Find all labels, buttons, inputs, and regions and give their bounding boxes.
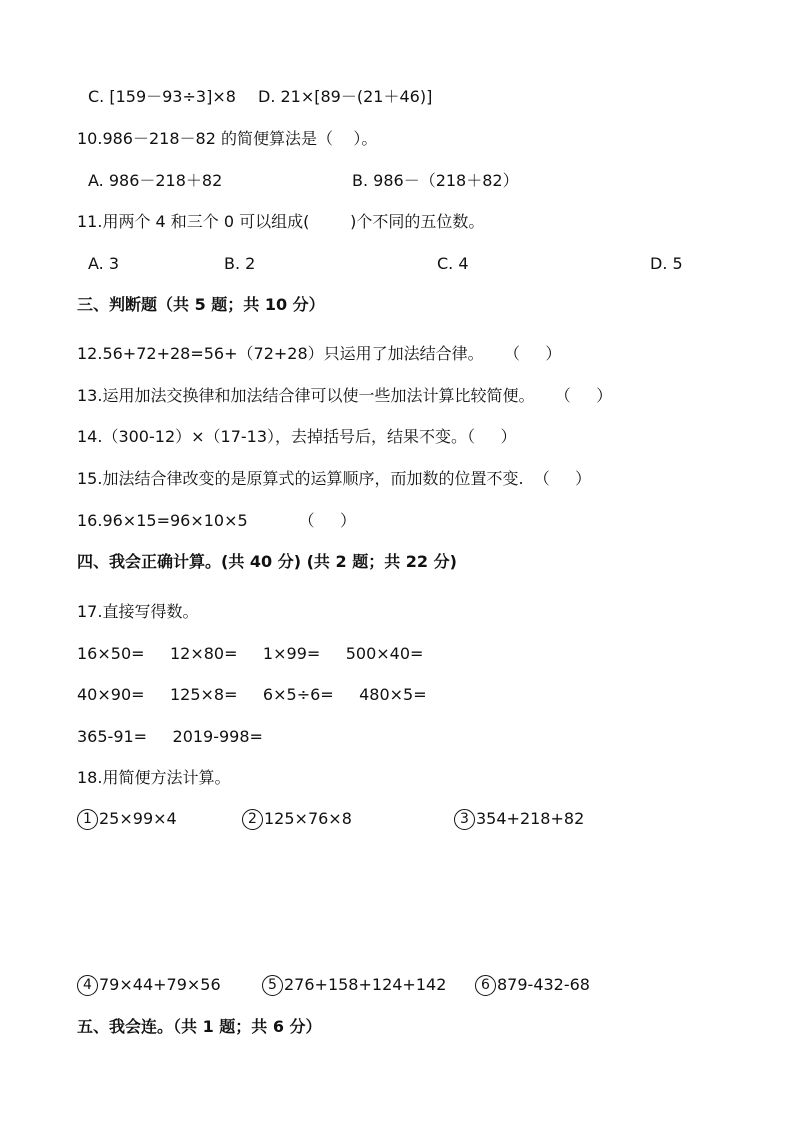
q18-item-2-expr: 125×76×8 bbox=[264, 809, 352, 828]
q11-option-a: A. 3 bbox=[88, 254, 120, 273]
q14: 14.（300-12）×（17-13），去掉括号后，结果不变。（ ） bbox=[77, 427, 517, 446]
section4-heading: 四、我会正确计算。(共 40 分) (共 2 题；共 22 分) bbox=[77, 552, 457, 571]
q18-item-5-expr: 276+158+124+142 bbox=[284, 975, 447, 994]
section5-heading: 五、我会连。（共 1 题；共 6 分） bbox=[77, 1017, 322, 1036]
circled-number: 3 bbox=[454, 809, 475, 830]
circled-number: 4 bbox=[77, 975, 98, 996]
q11-option-b: B. 2 bbox=[224, 254, 256, 273]
q11-option-c: C. 4 bbox=[437, 254, 469, 273]
q10-option-b: B. 986－（218＋82） bbox=[352, 171, 519, 190]
q18-item-5 bbox=[262, 974, 446, 996]
q13: 13.运用加法交换律和加法结合律可以使一些加法计算比较简便。 （ ） bbox=[77, 386, 613, 405]
q11-option-d: D. 5 bbox=[650, 254, 683, 273]
q9-option-c: C. [159－93÷3]×8 bbox=[88, 87, 236, 106]
q17-row-2: 40×90= 125×8= 6×5÷6= 480×5= bbox=[77, 685, 427, 704]
q9-option-d: D. 21×[89－(21＋46)] bbox=[258, 87, 433, 106]
circled-number: 2 bbox=[242, 809, 263, 830]
q12: 12.56+72+28=56+（72+28）只运用了加法结合律。 （ ） bbox=[77, 344, 562, 363]
q18-item-4 bbox=[77, 974, 221, 996]
q11-stem: 11.用两个 4 和三个 0 可以组成( )个不同的五位数。 bbox=[77, 212, 485, 231]
q18-stem: 18.用简便方法计算。 bbox=[77, 768, 231, 787]
q18-item-2 bbox=[242, 808, 352, 830]
q18-item-1-expr: 25×99×4 bbox=[99, 809, 177, 828]
q18-item-3-expr: 354+218+82 bbox=[476, 809, 585, 828]
q10-option-a: A. 986－218＋82 bbox=[88, 171, 223, 190]
circled-number: 1 bbox=[77, 809, 98, 830]
q18-item-1 bbox=[77, 808, 177, 830]
q18-item-4-expr: 79×44+79×56 bbox=[99, 975, 221, 994]
q15: 15.加法结合律改变的是原算式的运算顺序，而加数的位置不变. （ ） bbox=[77, 469, 592, 488]
q17-stem: 17.直接写得数。 bbox=[77, 602, 199, 621]
q10-stem: 10.986－218－82 的简便算法是（ ）。 bbox=[77, 129, 378, 148]
q18-item-6-expr: 879-432-68 bbox=[497, 975, 590, 994]
q18-item-3 bbox=[454, 808, 584, 830]
circled-number: 5 bbox=[262, 975, 283, 996]
q17-row-1: 16×50= 12×80= 1×99= 500×40= bbox=[77, 644, 424, 663]
q18-item-6 bbox=[475, 974, 590, 996]
q17-row-3: 365-91= 2019-998= bbox=[77, 727, 263, 746]
q16: 16.96×15=96×10×5 （ ） bbox=[77, 511, 356, 530]
circled-number: 6 bbox=[475, 975, 496, 996]
section3-heading: 三、判断题（共 5 题；共 10 分） bbox=[77, 295, 325, 314]
